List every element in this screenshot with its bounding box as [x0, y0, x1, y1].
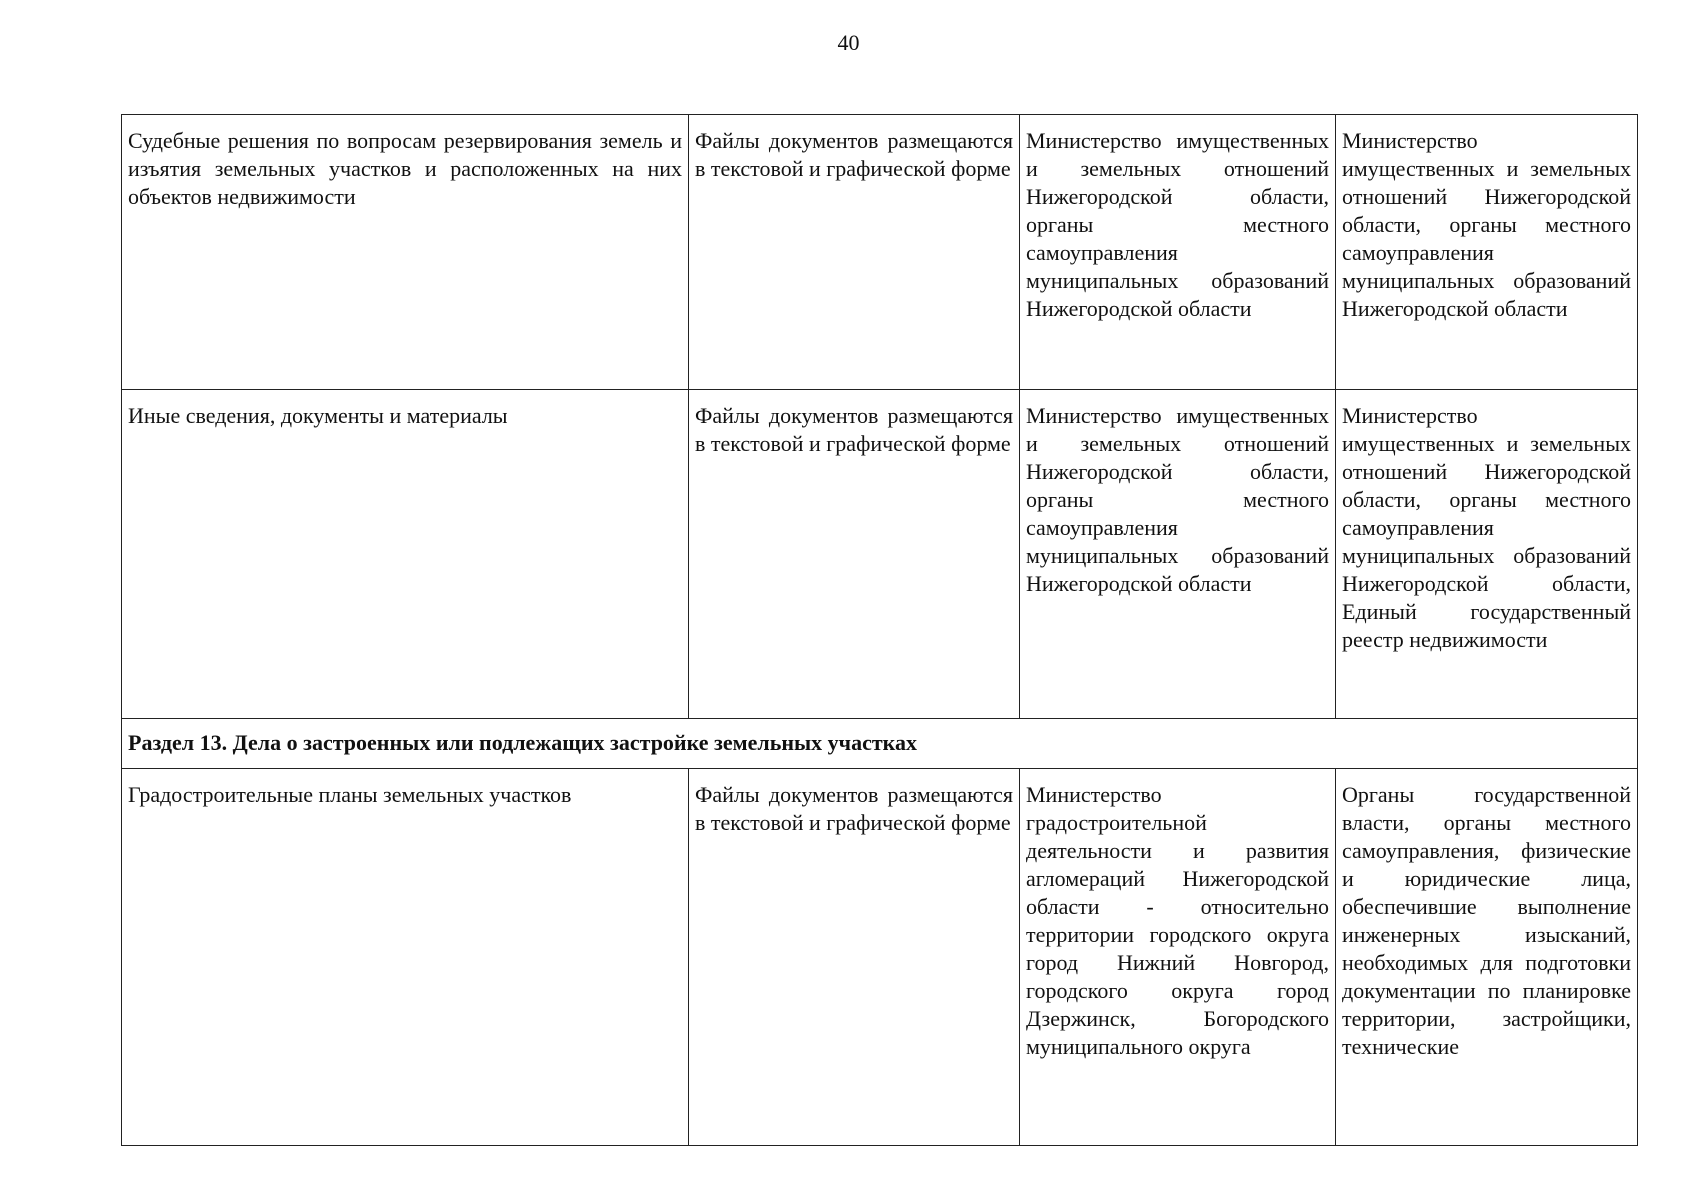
table-row	[122, 115, 1638, 390]
table-cell-source	[1336, 769, 1638, 1146]
cell-text: Градостроительные планы земельных участков	[128, 782, 572, 807]
table-cell-document-type	[122, 390, 689, 719]
table-cell-source	[1336, 115, 1638, 390]
table-cell-responsible	[1020, 390, 1336, 719]
table-cell-format	[689, 115, 1020, 390]
table-row	[122, 769, 1638, 1146]
table-cell-responsible	[1020, 115, 1336, 390]
cell-text: Файлы документов размещаются в текстовой и графической форме	[695, 128, 1013, 181]
cell-text: Министерство имущественных и земельных отношений Нижегородской области, органы местного самоуправления муниципальных образований Нижегородской области	[1026, 128, 1329, 321]
page-number: 40	[837, 30, 860, 55]
cell-text: Министерство имущественных и земельных отношений Нижегородской области, органы местного самоуправления муниципальных образований Нижегородской области, Единый государственный реестр недвижимости	[1342, 403, 1631, 652]
document-table	[121, 114, 1638, 1146]
table-cell-format	[689, 769, 1020, 1146]
table-cell-format	[689, 390, 1020, 719]
table-cell-document-type	[122, 115, 689, 390]
table-cell-document-type	[122, 769, 689, 1146]
cell-text: Судебные решения по вопросам резервирования земель и изъятия земельных участков и расположенных на них объектов недвижимости	[128, 128, 682, 209]
table-cell-source	[1336, 390, 1638, 719]
cell-text: Органы государственной власти, органы местного самоуправления, физические и юридические лица, обеспечившие выполнение инженерных изысканий, необходимых для подготовки документации по планировке территории, застройщики, технические	[1342, 782, 1631, 1059]
cell-text: Министерство имущественных и земельных отношений Нижегородской области, органы местного самоуправления муниципальных образований Нижегородской области	[1342, 128, 1631, 321]
table-row	[122, 390, 1638, 719]
section-header-row	[122, 719, 1638, 769]
cell-text: Иные сведения, документы и материалы	[128, 403, 508, 428]
cell-text: Файлы документов размещаются в текстовой и графической форме	[695, 403, 1013, 456]
cell-text: Файлы документов размещаются в текстовой и графической форме	[695, 782, 1013, 835]
table-cell-responsible	[1020, 769, 1336, 1146]
cell-text: Министерство имущественных и земельных отношений Нижегородской области, органы местного самоуправления муниципальных образований Нижегородской области	[1026, 403, 1329, 596]
cell-text: Министерство градостроительной деятельности и развития агломераций Нижегородской области - относительно территории городского округа город Нижний Новгород, городского округа город Дзержинск, Богородского муниципального округа	[1026, 782, 1329, 1059]
section-title: Раздел 13. Дела о застроенных или подлежащих застройке земельных участках	[122, 719, 1638, 769]
